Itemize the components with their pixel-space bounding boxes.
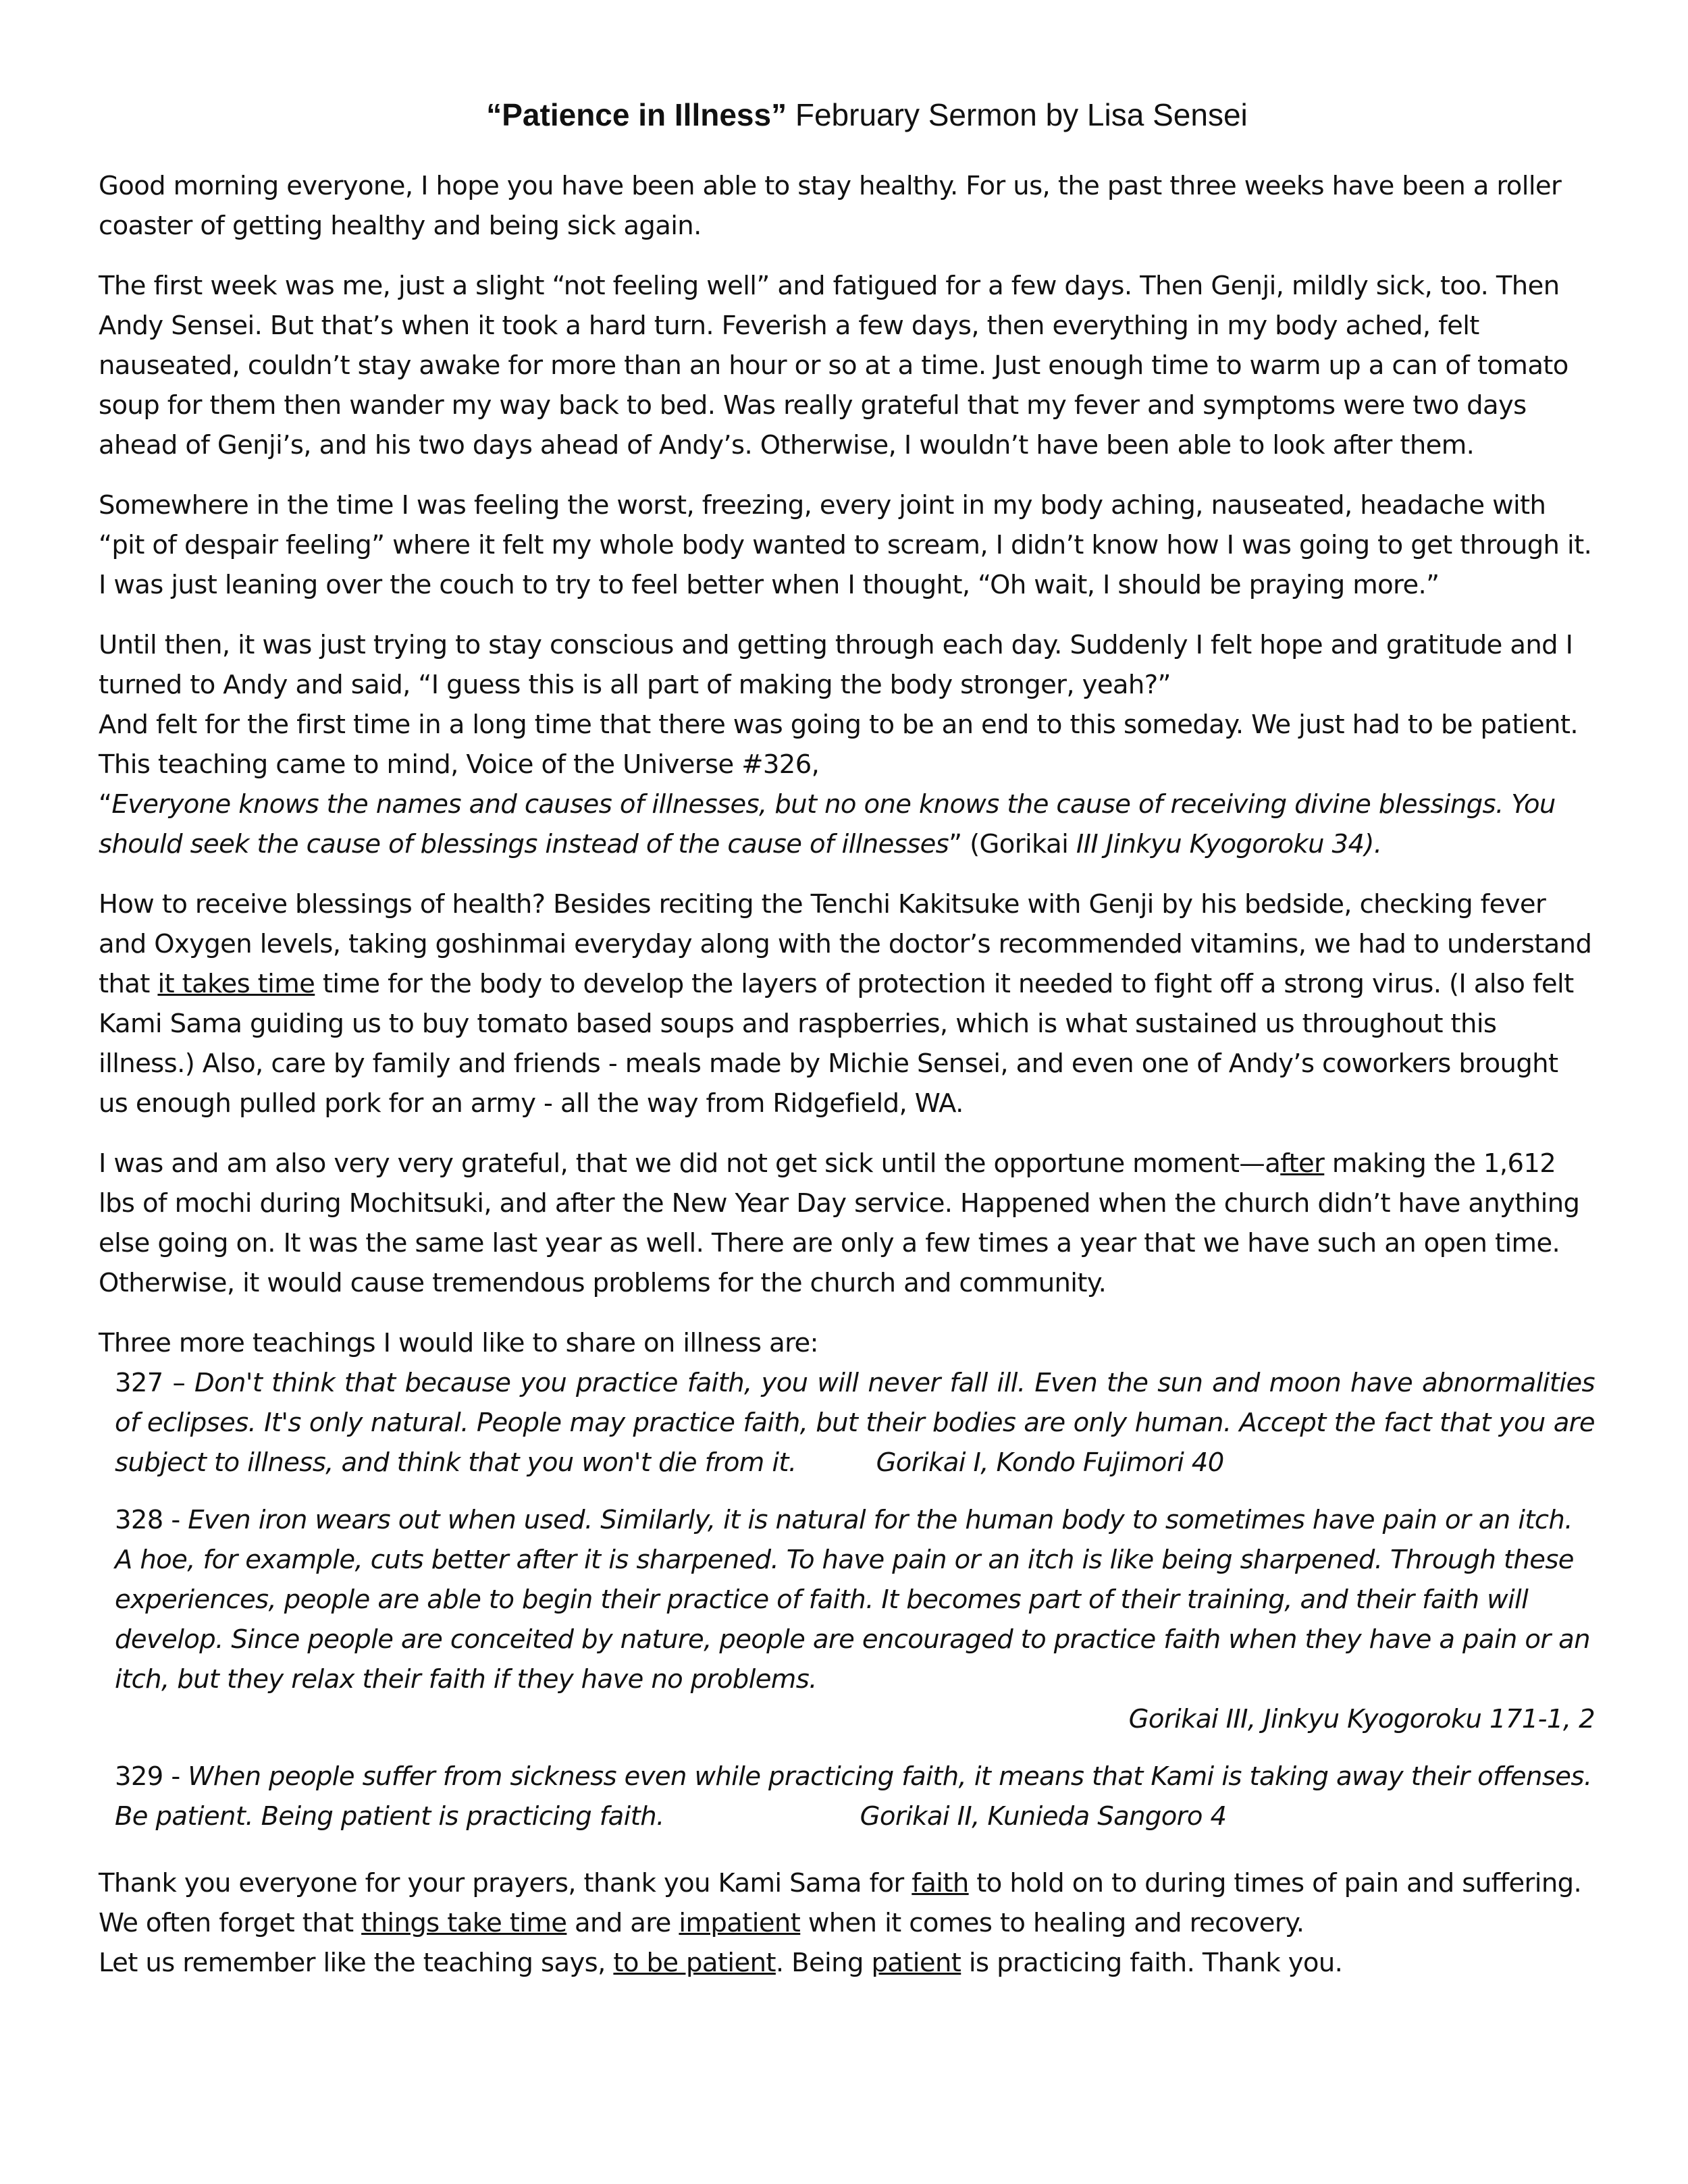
closing-s4: when it comes to healing and recovery. [800,1908,1304,1938]
blessings-after: time for the body to develop the layers of protection it needed to fight off a strong virus. (I also felt Kami Sama guiding us to buy tomato based soups and raspberries, which is what sustained us throughout this illness.) Also, care by family and friends - meals made by Michie Sensei, and even one of Andy’s coworkers brought us enough pulled pork for an army - all the way from Ridgefield, WA. [99,969,1574,1119]
page-title [99,95,1595,135]
blessings-before: How to receive blessings of health? Besides reciting the Tenchi Kakitsuke with Genji by his bedside, checking fever and Oxygen levels, taking goshinmai everyday along with the doctor’s recommended vitamins, we had to understand that [99,889,1592,999]
teaching-328-source: Gorikai III, Jinkyu Kyogoroku 171-1, 2 [1128,1704,1595,1734]
paragraph-closing [99,1863,1595,1983]
teaching-327-number: 327 – [115,1368,195,1398]
closing-s3: and are [566,1908,679,1938]
teaching-329 [99,1757,1595,1836]
title-rest: February Sermon by Lisa Sensei [787,97,1248,132]
grateful-after: making the 1,612 lbs of mochi during Mochitsuki, and after the New Year Day service. Happened when the church didn’t have anything else going on. It was the same last year as well. There are only a few times a year that we have such an open time. Otherwise, it would cause tremendous problems for the church and community. [99,1148,1580,1298]
teaching-329-text: When people suffer from sickness even while practicing faith, it means that Kami is taking away their offenses. Be patient. Being patient is practicing faith. [115,1761,1592,1832]
paragraph-three-teachings: Three more teachings I would like to share on illness are: [99,1328,818,1358]
closing-s5: Let us remember like the teaching says, [99,1948,614,1978]
underlined-after: fter [1280,1148,1325,1179]
paragraph-worst-time: Somewhere in the time I was feeling the worst, freezing, every joint in my body aching, nauseated, headache with “pit of despair feeling” where it felt my whole body wanted to scream, I didn’t know how I was going to get through it. I was just leaning over the couch to try to feel better when I thought, “Oh wait, I should be praying more.” [99,490,1592,600]
teaching-328 [99,1500,1595,1699]
teaching-327-source: Gorikai I, Kondo Fujimori 40 [876,1447,1224,1478]
grateful-before: I was and am also very very grateful, that we did not get sick until the opportune moment—a [99,1148,1281,1179]
paragraph-blessings [99,884,1595,1123]
teaching-329-number: 329 - [115,1761,188,1792]
quote-326-source: III Jinkyu Kyogoroku 34). [1076,829,1382,859]
underlined-faith: faith [912,1868,969,1898]
closing-s1: Thank you everyone for your prayers, thank you Kami Sama for [99,1868,912,1898]
closing-s6: . Being [775,1948,872,1978]
teaching-329-source: Gorikai II, Kunieda Sangoro 4 [860,1801,1227,1832]
closing-s2: to hold on to during times of pain and suffering. We often forget that [99,1868,1582,1938]
document-page [99,95,1595,2003]
quote-open: “ [99,789,112,820]
teaching-327-text: Don't think that because you practice faith, you will never fall ill. Even the sun and moon have abnormalities of eclipses. It's only natural. People may practice faith, but their bodies are only human. Accept the fact that you are subject to illness, and think that you won't die from it. [115,1368,1595,1478]
underlined-to-be-patient: to be patient [613,1948,776,1978]
teaching-327 [99,1363,1595,1483]
underlined-things-take-time: things take time [361,1908,567,1938]
paragraph-first-week: The first week was me, just a slight “not feeling well” and fatigued for a few days. Then Genji, mildly sick, too. Then Andy Sensei. But that’s when it took a hard turn. Feverish a few days, then everything in my body ached, felt nauseated, couldn’t stay awake for more than an hour or so at a time. Just enough time to warm up a can of tomato soup for them then wander my way back to bed. Was really grateful that my fever and symptoms were two days ahead of Genji’s, and his two days ahead of Andy’s. Otherwise, I wouldn’t have been able to look after them. [99,271,1568,460]
teaching-328-number: 328 - [115,1505,188,1535]
paragraph-greeting: Good morning everyone, I hope you have been able to stay healthy. For us, the past three weeks have been a roller coaster of getting healthy and being sick again. [99,171,1562,241]
underlined-it-takes-time: it takes time [157,969,315,999]
teaching-328-text: Even iron wears out when used. Similarly, it is natural for the human body to sometimes have pain or an itch. A hoe, for example, cuts better after it is sharpened. To have pain or an itch is like being sharpened. Through these experiences, people are able to begin their practice of faith. It becomes part of their training, and their faith will develop. Since people are conceited by nature, people are encouraged to practice faith when they have a pain or an itch, but they relax their faith if they have no problems. [115,1505,1590,1695]
paragraph-hope [99,625,1595,864]
underlined-impatient: impatient [679,1908,801,1938]
closing-s7: is practicing faith. Thank you. [961,1948,1343,1978]
quote-close: ” (Gorikai [949,829,1076,859]
teaching-328-source-line [99,1699,1595,1739]
hope-text-a: Until then, it was just trying to stay conscious and getting through each day. Suddenly I felt hope and gratitude and I turned to Andy and said, “I guess this is all part of making the body stronger, yeah?” [99,630,1573,700]
title-bold: “Patience in Illness” [486,97,787,132]
quote-326: Everyone knows the names and causes of illnesses, but no one knows the cause of receiving divine blessings. You should seek the cause of blessings instead of the cause of illnesses [99,789,1556,859]
underlined-patient: patient [871,1948,961,1978]
paragraph-grateful [99,1144,1595,1303]
hope-text-b: And felt for the first time in a long time that there was going to be an end to this someday. We just had to be patient. This teaching came to mind, Voice of the Universe #326, [99,710,1578,780]
